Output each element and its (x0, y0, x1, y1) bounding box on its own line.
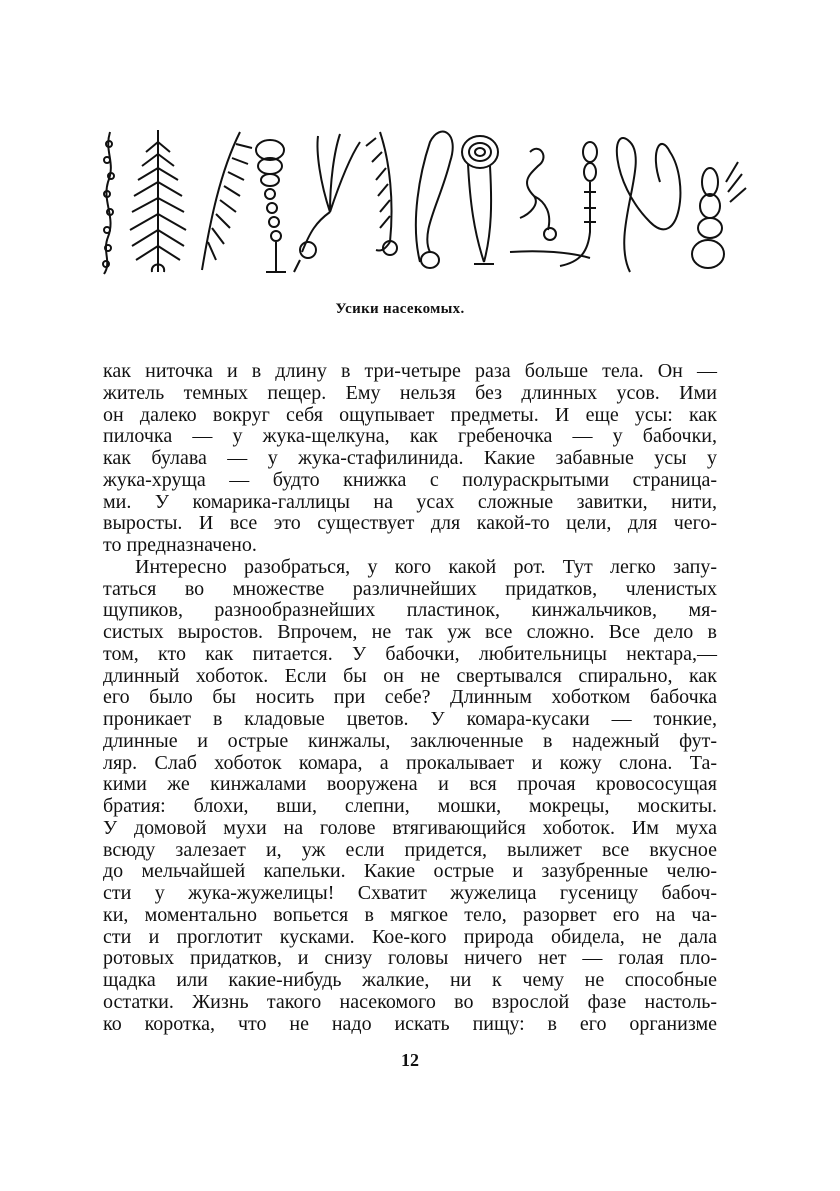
text-line: до мельчайшей капельки. Какие острые и зазубренные челю- (103, 860, 717, 883)
figure-caption: Усики насекомых. (335, 301, 465, 317)
text-line: как булава — у жука-стафилинида. Какие забавные усы у (103, 447, 717, 469)
text-line: ко коротка, что не надо искать пищу: в его организме (103, 1012, 717, 1035)
lamellate-antenna-drawing (294, 134, 360, 272)
text-line: систых выростов. Впрочем, не так уж все сложно. Все дело в (103, 621, 717, 643)
text-line: жука-хруща — будто книжка с полураскрытыми страница- (103, 468, 717, 491)
text-line: как ниточка и в длину в три-четыре раза больше тела. Он — (103, 360, 717, 382)
setose-antenna-drawing (560, 142, 597, 266)
feathered-antenna-drawing (130, 130, 186, 272)
loop-antenna-drawing (416, 132, 453, 268)
text-line: братия: блохи, вши, слепни, мошки, мокрецы, москиты. (103, 795, 717, 817)
text-line: его было бы носить при себе? Длинным хоботком бабочка (103, 686, 717, 709)
text-line: пилочка — у жука-щелкуна, как гребеночка — у бабочки, (103, 425, 717, 448)
text-line: остатки. Жизнь такого насекомого во взрослой фазе настоль- (103, 990, 717, 1013)
text-line: ми. У комарика-галлицы на усах сложные завитки, нити, (103, 490, 717, 513)
insect-antennae-illustration (90, 122, 750, 282)
text-line: то предназначено. (103, 534, 257, 556)
text-line: житель темных пещер. Ему нельзя без длинных усов. Ими (103, 381, 717, 404)
text-line: Интересно разобраться, у кого какой рот. Тут легко запу- (135, 555, 717, 578)
text-line: щадка или какие-нибудь жалкие, ни к чему не способные (103, 969, 717, 991)
body-text (103, 361, 717, 1035)
text-line: длинные и острые кинжалы, заключенные в надежный фут- (103, 729, 717, 752)
beaded-antenna-drawing (103, 132, 114, 274)
club-antenna-drawing (256, 140, 286, 272)
text-line: кими же кинжалами вооружена и вся прочая кровососущая (103, 773, 717, 796)
text-line: У домовой мухи на голове втягивающийся хоботок. Им муха (103, 816, 717, 839)
serrate-antenna-drawing (366, 132, 397, 255)
text-line: щупиков, разнообразнейших пластинок, кинжальчиков, мя- (103, 599, 717, 622)
paragraph (103, 361, 717, 557)
text-line: всюду залезает и, уж если придется, вылижет все вкусное (103, 838, 717, 861)
spiral-antenna-drawing (462, 136, 498, 264)
text-line: он далеко вокруг себя ощупывает предметы. И еще усы: как (103, 403, 717, 426)
text-line: ки, моментально вопьется в мягкое тело, разорвет его на ча- (103, 903, 717, 926)
text-line: сти и проглотит кусками. Кое-кого природа обидела, не дала (103, 925, 717, 948)
filiform-loop-antenna-drawing (617, 138, 681, 272)
text-line: таться во множестве различнейших придатков, членистых (103, 577, 717, 600)
paragraph (103, 557, 717, 1036)
text-line: сти у жука-жужелицы! Схватит жужелица гусеницу бабоч- (103, 882, 717, 904)
text-line: ротовых придатков, и снизу головы ничего нет — голая пло- (103, 947, 717, 970)
branched-antenna-drawing (510, 149, 590, 258)
comb-antenna-drawing (202, 132, 252, 270)
page-number: 12 (401, 1050, 419, 1070)
text-line: ляр. Слаб хоботок комара, а прокалывает и кожу слона. Та- (103, 751, 717, 774)
bulb-antenna-drawing (692, 162, 746, 268)
text-line: выросты. И все это существует для какой-то цели, для чего- (103, 512, 717, 535)
text-line: том, кто как питается. У бабочки, любительницы нектара,— (103, 642, 717, 665)
text-line: проникает в кладовые цветов. У комара-кусаки — тонкие, (103, 708, 717, 730)
text-line: длинный хоботок. Если бы он не свертывался спирально, как (103, 664, 717, 687)
